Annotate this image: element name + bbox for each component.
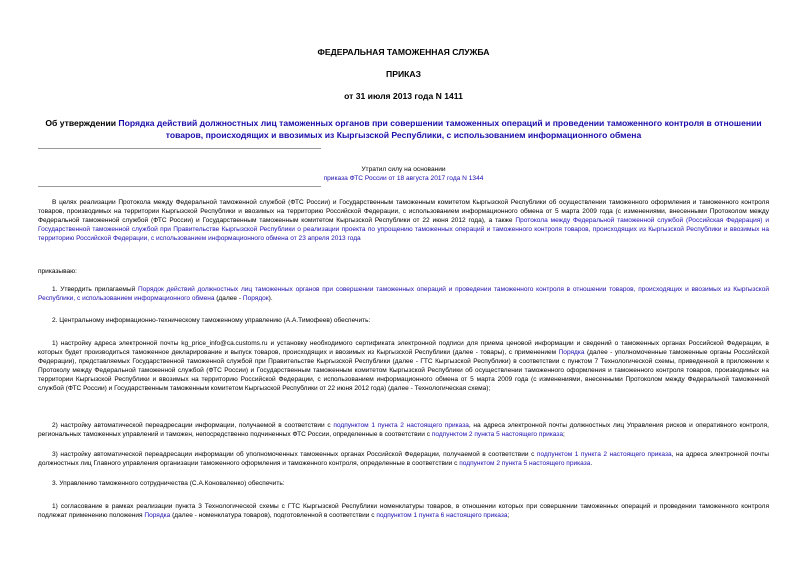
item-2-1-text-b: (далее - уполномоченные таможенные органы Российской Федерации), представляемых Государственной таможенной службой при Правительстве Кыргызской Республики (далее - ГТС Кыргызской Республики) в соответствии с пунктом 7 Технологической схемы, приведенной в приложении к Протоколу между Федеральной таможенной службой (ФТС России) и Государственным таможенным комитетом Кыргызской Республики об осуществлении таможенного оформления и таможенного контроля товаров, производимых на территории Кыргызской Республики и ввозимых на территорию Российской Федерации, с использованием информационного обмена от 5 марта 2009 года (с изменениями, внесенными Протоколом между Федеральной таможенной службой (ФТС России) и Государственным таможенным комитетом Кыргызской Республики от 22 июня 2012 года) (далее - Технологическая схема); xyxy=(38,349,770,393)
item-3-1-link-b[interactable]: подпунктом 1 пункта 6 настоящего приказа xyxy=(376,512,508,520)
document-type: ПРИКАЗ xyxy=(386,69,421,79)
order-word: приказываю: xyxy=(38,268,77,275)
document-title xyxy=(40,117,767,141)
organization-heading: ФЕДЕРАЛЬНАЯ ТАМОЖЕННАЯ СЛУЖБА xyxy=(317,47,490,57)
item-2-3-link-b[interactable]: подпунктом 2 пункта 5 настоящего приказа xyxy=(459,460,591,468)
item-2-3-paragraph xyxy=(38,450,769,468)
title-prefix: Об утверждении xyxy=(45,118,119,128)
item-1-prefix: 1. Утвердить прилагаемый xyxy=(52,286,139,293)
item-1-suffix: ). xyxy=(268,295,273,303)
item-3-1-text-a: 1) согласование в рамках реализации пункта 3 Технологической схемы с ГТС Кыргызской Республики номенклатуры товаров, в отношении которых при совершении таможенных операций и проведении таможенного контроля подлежат применению положения xyxy=(38,503,769,520)
protocol-link[interactable]: Протокола между Федеральной таможенной службой (Российская Федерация) и Государственной таможенной службой при Правительстве Кыргызской Республики о реализации проекта по упрощению таможенных операций и таможенного контроля товаров, происходящих из Кыргызской Республики и ввозимых на территорию Российской Федерации, с использованием информационного обмена от 23 апреля 2013 года xyxy=(38,217,769,243)
item-2-2-text-c: ; xyxy=(562,431,565,439)
item-1-middle: (далее - xyxy=(214,295,243,303)
item-2-2-text-b: , на адреса электронной почты должностных лиц Управления рисков и оперативного контроля, региональных таможенных управлений и таможен, непосредственно подчиненных ФТС России, определенные в соответствии с xyxy=(38,422,769,439)
preamble-paragraph xyxy=(38,198,769,243)
item-3-1-link-a[interactable]: Порядка xyxy=(144,512,171,520)
document-date: от 31 июля 2013 года N 1411 xyxy=(344,91,463,101)
status-link[interactable]: приказа ФТС России от 18 августа 2017 года N 1344 xyxy=(323,175,484,182)
divider-top xyxy=(38,148,321,149)
divider-bottom xyxy=(38,186,321,187)
item-3-1-paragraph xyxy=(38,502,769,520)
item-2-3-text-b: , на адреса электронной почты должностных лиц Главного управления организации таможенного оформления и таможенного контроля, определенные в соответствии с xyxy=(38,451,769,468)
item-2-1-link[interactable]: Порядка xyxy=(558,349,585,357)
item-2-paragraph: 2. Центральному информационно-техническому таможенному управлению (А.А.Тимофеев) обеспечить: xyxy=(52,317,371,324)
item-2-2-text-a: 2) настройку автоматической переадресации информации, получаемой в соответствии с xyxy=(52,422,334,429)
item-2-1-text-a: 1) настройку адреса электронной почты kg_price_info@ca.customs.ru и установку необходимого сертификата электронной подписи для приема ценовой информации и сведений о таможенных органах Российской Федерации, в которых будет производиться таможенное декларирование и выпуск товаров, происходящих и ввозимых из Кыргызской Республики (далее - товары), с применением xyxy=(38,340,769,357)
item-2-3-text-c: . xyxy=(590,460,593,468)
item-3-1-text-c: ; xyxy=(507,512,510,520)
item-2-2-link-b[interactable]: подпунктом 2 пункта 5 настоящего приказа xyxy=(431,431,563,439)
item-3-1-text-b: (далее - номенклатура товаров), подготовленной в соответствии с xyxy=(170,512,377,520)
item-2-2-link-a[interactable]: подпунктом 1 пункта 2 настоящего приказа xyxy=(333,422,469,429)
status-note xyxy=(300,165,507,183)
item-1-paragraph xyxy=(38,285,769,303)
item-2-1-paragraph xyxy=(38,339,769,394)
status-text: Утратил силу на основании xyxy=(361,166,446,173)
item-3-paragraph: 3. Управлению таможенного сотрудничества (С.А.Коноваленко) обеспечить: xyxy=(52,480,285,487)
item-1-link[interactable]: Порядок действий должностных лиц таможенных органов при совершении таможенных операций и проведении таможенного контроля в отношении товаров, происходящих и ввозимых из Кыргызской Республики, с использованием информационного обмена xyxy=(38,286,769,303)
title-link[interactable]: Порядка действий должностных лиц таможенных органов при совершении таможенных операций и проведении таможенного контроля в отношении товаров, происходящих и ввозимых из Кыргызской Республики, с использованием информационного обмена xyxy=(118,118,762,140)
item-2-2-paragraph xyxy=(38,421,769,439)
preamble-text: В целях реализации Протокола между Федеральной таможенной службой (ФТС России) и Государственным таможенным комитетом Кыргызской Республики об осуществлении таможенного оформления и таможенного контроля товаров, производимых на территории Кыргызской Республики и ввозимых на территорию Российской Федерации, с использованием информационного обмена от 5 марта 2009 года (с изменениями, внесенными Протоколом между Федеральной таможенной службой (ФТС России) и Государственным таможенным комитетом Кыргызской Республики от 22 июня 2012 года), а также xyxy=(38,199,769,225)
item-1-link-short[interactable]: Порядок xyxy=(242,295,269,303)
item-2-3-link-a[interactable]: подпунктом 1 пункта 2 настоящего приказа xyxy=(536,451,672,458)
item-2-3-text-a: 3) настройку автоматической переадресации информации об уполномоченных таможенных органах Российской Федерации, получаемой в соответствии с xyxy=(52,451,537,458)
